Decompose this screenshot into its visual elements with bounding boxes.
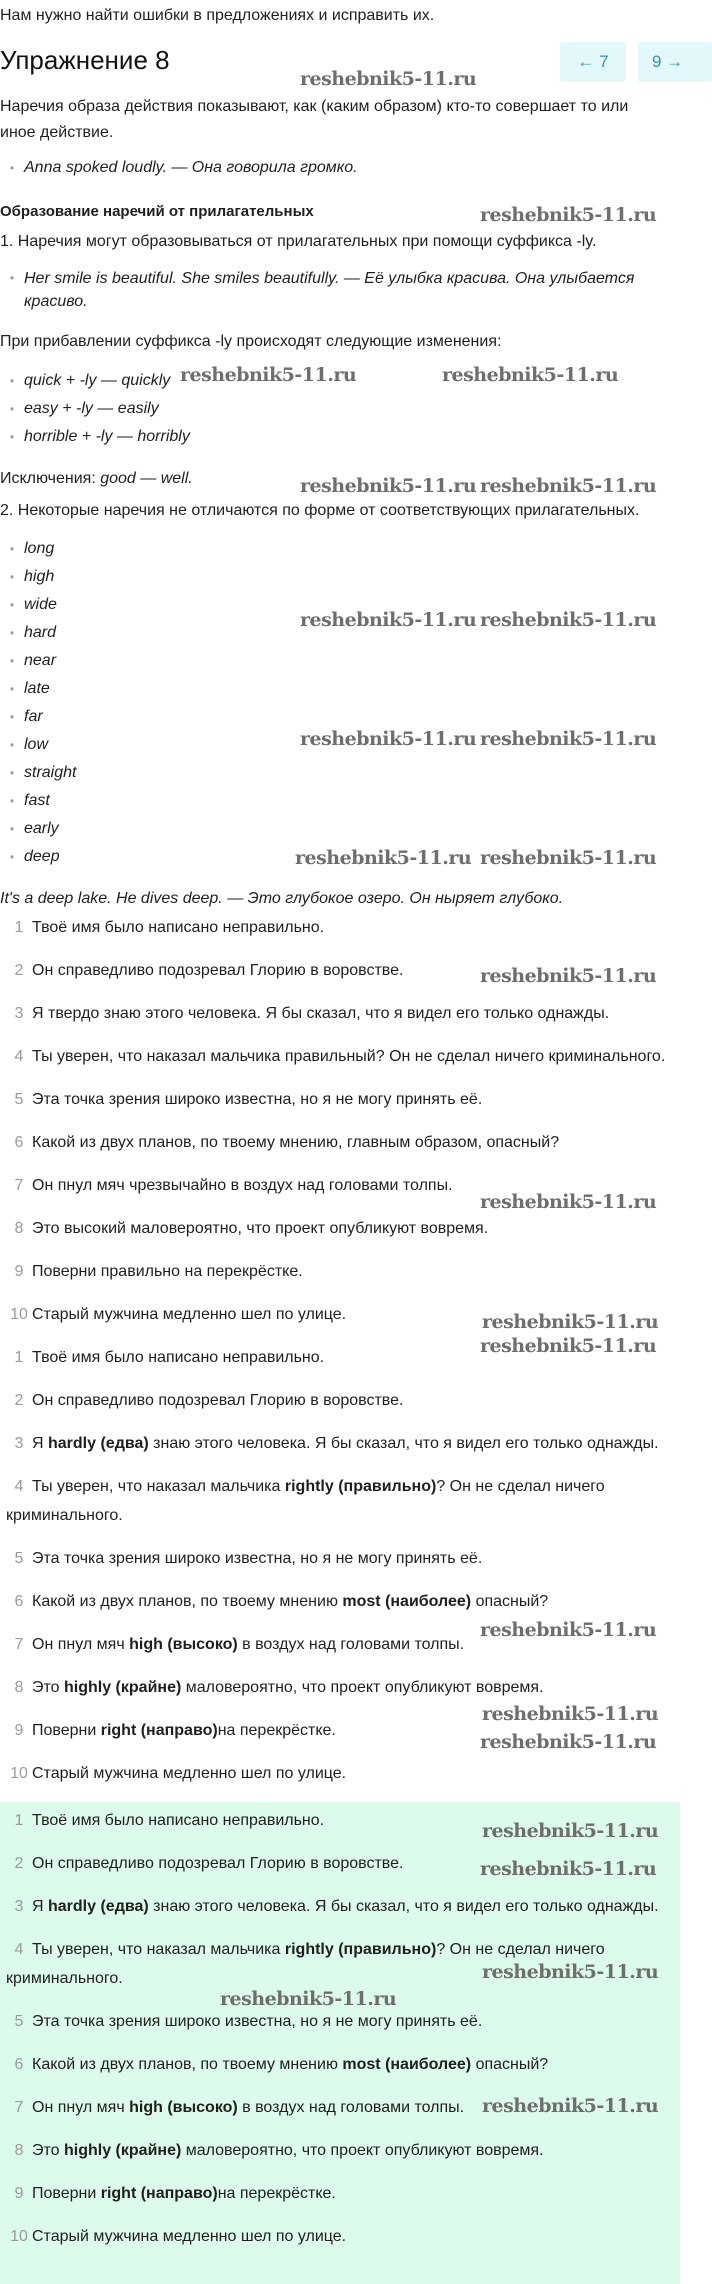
sentence-text: Я	[32, 1435, 48, 1452]
sentence-item	[0, 913, 680, 956]
item-number: 9	[14, 1722, 24, 1739]
bullet-icon: •	[9, 738, 15, 752]
item-number: 4	[14, 1941, 24, 1958]
sentence-text: знаю этого человека. Я бы сказал, что я видел его только однажды.	[148, 1898, 659, 1915]
exceptions-label: Исключения:	[0, 470, 101, 487]
item-number: 6	[14, 2056, 24, 2073]
answer-word: rightly (правильно)	[284, 1941, 437, 1958]
sentence-text: маловероятно, что проект опубликуют вовремя.	[181, 1679, 544, 1696]
bullet-icon: •	[9, 766, 15, 780]
bullet-icon: •	[9, 542, 15, 556]
watermark: reshebnik5-11.ru	[480, 475, 657, 497]
list-item-text: near	[24, 652, 57, 669]
sentence-item	[0, 1128, 680, 1171]
list-item-text: wide	[24, 596, 57, 613]
sentence-text: Старый мужчина медленно шел по улице.	[32, 1765, 347, 1782]
watermark: reshebnik5-11.ru	[442, 364, 619, 386]
list-item-text: quick + -ly — quickly	[24, 372, 171, 389]
item-number: 10	[10, 2228, 28, 2245]
item-number: 4	[14, 1478, 24, 1495]
list-item	[0, 535, 680, 563]
sentence-item	[0, 1386, 680, 1429]
sentence-item	[0, 1257, 680, 1300]
sentence-text: Он справедливо подозревал Глорию в воровстве.	[32, 1855, 404, 1872]
sentence-text: Это	[32, 2142, 64, 2159]
sentence-text: Твоё имя было написано неправильно.	[32, 919, 325, 936]
answer-word: hardly (едва)	[48, 1898, 149, 1915]
list-item-text: deep	[24, 848, 60, 865]
watermark: reshebnik5-11.ru	[300, 728, 477, 750]
list-item	[0, 787, 680, 815]
list-item-text: low	[24, 736, 49, 753]
sentence-text: Поверни правильно на перекрёстке.	[32, 1263, 303, 1280]
theory-paragraph: 2. Некоторые наречия не отличаются по форме от соответствующих прилагательных.	[0, 502, 640, 519]
bullet-icon: •	[9, 822, 15, 836]
item-number: 10	[10, 1765, 28, 1782]
item-number: 8	[14, 1679, 24, 1696]
intro-text: Нам нужно найти ошибки в предложениях и исправить их.	[0, 7, 435, 24]
theory-paragraph: Наречия образа действия показывают, как (каким образом) кто-то совершает то или иное действие.	[0, 98, 629, 141]
watermark: reshebnik5-11.ru	[480, 1858, 657, 1880]
watermark: reshebnik5-11.ru	[482, 1961, 659, 1983]
sentence-text: Он пнул мяч чрезвычайно в воздух над головами толпы.	[32, 1177, 453, 1194]
answer-word: rightly (правильно)	[284, 1478, 437, 1495]
item-number: 3	[14, 1435, 24, 1452]
sentence-text: Эта точка зрения широко известна, но я не могу принять её.	[32, 1550, 483, 1567]
sentence-text: Он пнул мяч	[32, 1636, 130, 1653]
sentence-text: ? Он не сделал ничего криминального.	[6, 1941, 605, 1987]
sentence-item	[0, 1544, 680, 1587]
answer-word: hardly (едва)	[48, 1435, 149, 1452]
sentence-item	[0, 2136, 680, 2179]
bullet-icon: •	[9, 402, 15, 416]
sentence-item	[0, 1759, 680, 1802]
list-item	[0, 675, 680, 703]
list-item-text: fast	[24, 792, 50, 809]
list-item	[0, 423, 680, 451]
list-item-text: long	[24, 540, 55, 557]
list-item	[0, 395, 680, 423]
sentence-text: Старый мужчина медленно шел по улице.	[32, 1306, 347, 1323]
sentence-text: Какой из двух планов, по твоему мнению	[32, 2056, 343, 2073]
sentence-text: Это	[32, 1679, 64, 1696]
sentence-text: Поверни	[32, 1722, 101, 1739]
list-item-text: high	[24, 568, 55, 585]
sentence-text: маловероятно, что проект опубликуют вовремя.	[181, 2142, 544, 2159]
same-forms-list	[0, 535, 680, 871]
sentence-text: Какой из двух планов, по твоему мнению, главным образом, опасный?	[32, 1134, 560, 1151]
sentence-item	[0, 1429, 680, 1472]
example-text: Anna spoked loudly. — Она говорила громко.	[24, 159, 358, 176]
answer-word: most (наиболее)	[342, 1593, 472, 1610]
list-item-text: far	[24, 708, 43, 725]
bullet-icon: •	[9, 710, 15, 724]
bullet-icon: •	[9, 271, 15, 285]
item-number: 3	[14, 1005, 24, 1022]
answer-word: highly (крайне)	[64, 2142, 182, 2159]
prev-exercise-button[interactable]: ← 7	[560, 42, 626, 82]
sentence-text: Ты уверен, что наказал мальчика правильный? Он не сделал ничего криминального.	[32, 1048, 666, 1065]
sentence-text: Он справедливо подозревал Глорию в воровстве.	[32, 962, 404, 979]
bullet-icon: •	[9, 430, 15, 444]
item-number: 1	[14, 1349, 24, 1366]
item-number: 7	[14, 1177, 24, 1194]
sentence-text: Ты уверен, что наказал мальчика	[32, 1941, 285, 1958]
sentence-item	[0, 2222, 680, 2265]
item-number: 2	[14, 1855, 24, 1872]
watermark: reshebnik5-11.ru	[480, 1731, 657, 1753]
bullet-icon: •	[9, 654, 15, 668]
sentence-text: в воздух над головами толпы.	[237, 1636, 465, 1653]
bullet-icon: •	[9, 598, 15, 612]
item-number: 8	[14, 1220, 24, 1237]
list-item	[0, 815, 680, 843]
item-number: 6	[14, 1134, 24, 1151]
list-item-text: early	[24, 820, 59, 837]
sentence-text: на перекрёстке.	[217, 1722, 336, 1739]
list-item	[0, 563, 680, 591]
item-number: 1	[14, 1812, 24, 1829]
watermark: reshebnik5-11.ru	[480, 609, 657, 631]
sentence-text: Какой из двух планов, по твоему мнению	[32, 1593, 343, 1610]
list-item-text: easy + -ly — easily	[24, 400, 159, 417]
example-item	[0, 154, 680, 182]
example-text: It's a deep lake. He dives deep. — Это глубокое озеро. Он ныряет глубоко.	[0, 890, 564, 907]
answer-word: right (направо)	[100, 2185, 218, 2202]
subheading: Образование наречий от прилагательных	[0, 203, 314, 220]
sentence-text: Ты уверен, что наказал мальчика	[32, 1478, 285, 1495]
theory-paragraph: При прибавлении суффикса -ly происходят следующие изменения:	[0, 333, 502, 350]
list-item-text: hard	[24, 624, 57, 641]
watermark: reshebnik5-11.ru	[482, 1703, 659, 1725]
bullet-icon: •	[9, 794, 15, 808]
sentence-item	[0, 1214, 680, 1257]
watermark: reshebnik5-11.ru	[480, 1619, 657, 1641]
sentence-text: Поверни	[32, 2185, 101, 2202]
sentence-text: Твоё имя было написано неправильно.	[32, 1812, 325, 1829]
sentence-text: на перекрёстке.	[217, 2185, 336, 2202]
answer-word: highly (крайне)	[64, 1679, 182, 1696]
sentence-text: опасный?	[471, 1593, 549, 1610]
watermark: reshebnik5-11.ru	[300, 68, 477, 90]
watermark: reshebnik5-11.ru	[482, 2095, 659, 2117]
sentence-text: Эта точка зрения широко известна, но я не могу принять её.	[32, 1091, 483, 1108]
sentence-text: Это высокий маловероятно, что проект опубликуют вовремя.	[32, 1220, 489, 1237]
watermark: reshebnik5-11.ru	[220, 1988, 397, 2010]
sentence-item	[0, 999, 680, 1042]
watermark: reshebnik5-11.ru	[295, 847, 472, 869]
sentence-item	[0, 1042, 680, 1085]
sentence-item	[0, 1085, 680, 1128]
item-number: 2	[14, 962, 24, 979]
next-exercise-button[interactable]: 9 →	[638, 42, 712, 82]
bullet-icon: •	[9, 850, 15, 864]
sentence-text: Старый мужчина медленно шел по улице.	[32, 2228, 347, 2245]
sentence-text: Я твердо знаю этого человека. Я бы сказал, что я видел его только однажды.	[32, 1005, 610, 1022]
item-number: 3	[14, 1898, 24, 1915]
sentence-text: Твоё имя было написано неправильно.	[32, 1349, 325, 1366]
item-number: 9	[14, 2185, 24, 2202]
item-number: 10	[10, 1306, 28, 1323]
list-item-text: straight	[24, 764, 77, 781]
answer-word: right (направо)	[100, 1722, 218, 1739]
watermark: reshebnik5-11.ru	[480, 965, 657, 987]
sentence-item	[0, 1472, 680, 1544]
sentence-item	[0, 2179, 680, 2222]
item-number: 8	[14, 2142, 24, 2159]
item-number: 9	[14, 1263, 24, 1280]
watermark: reshebnik5-11.ru	[480, 847, 657, 869]
item-number: 1	[14, 919, 24, 936]
list-item	[0, 759, 680, 787]
list-item-text: late	[24, 680, 50, 697]
sentence-text: знаю этого человека. Я бы сказал, что я видел его только однажды.	[148, 1435, 659, 1452]
item-number: 2	[14, 1392, 24, 1409]
sentence-text: опасный?	[471, 2056, 549, 2073]
list-item	[0, 703, 680, 731]
watermark: reshebnik5-11.ru	[300, 475, 477, 497]
sentence-item	[0, 1892, 680, 1935]
example-item	[0, 267, 660, 313]
answer-word: most (наиболее)	[342, 2056, 472, 2073]
theory-paragraph: 1. Наречия могут образовываться от прилагательных при помощи суффикса -ly.	[0, 233, 597, 250]
item-number: 5	[14, 1091, 24, 1108]
watermark: reshebnik5-11.ru	[480, 1191, 657, 1213]
watermark: reshebnik5-11.ru	[300, 609, 477, 631]
item-number: 7	[14, 1636, 24, 1653]
sentence-text: Он пнул мяч	[32, 2099, 130, 2116]
item-number: 5	[14, 2013, 24, 2030]
sentence-text: Я	[32, 1898, 48, 1915]
exceptions-value: good — well.	[100, 470, 193, 487]
answer-word: high (высоко)	[129, 2099, 238, 2116]
item-number: 7	[14, 2099, 24, 2116]
watermark: reshebnik5-11.ru	[482, 1311, 659, 1333]
watermark: reshebnik5-11.ru	[480, 728, 657, 750]
sentence-item	[0, 2050, 680, 2093]
example-text: Her smile is beautiful. She smiles beautifully. — Её улыбка красива. Она улыбается красиво.	[24, 270, 635, 310]
bullet-icon: •	[9, 626, 15, 640]
item-number: 5	[14, 1550, 24, 1567]
sentence-item	[0, 2007, 680, 2050]
watermark: reshebnik5-11.ru	[482, 1820, 659, 1842]
bullet-icon: •	[9, 570, 15, 584]
sentence-text: Эта точка зрения широко известна, но я не могу принять её.	[32, 2013, 483, 2030]
answer-word: high (высоко)	[129, 1636, 238, 1653]
sentence-text: ? Он не сделал ничего криминального.	[6, 1478, 605, 1524]
list-item	[0, 647, 680, 675]
bullet-icon: •	[9, 161, 15, 175]
item-number: 4	[14, 1048, 24, 1065]
list-item-text: horrible + -ly — horribly	[24, 428, 190, 445]
watermark: reshebnik5-11.ru	[480, 204, 657, 226]
watermark: reshebnik5-11.ru	[180, 364, 357, 386]
bullet-icon: •	[9, 682, 15, 696]
bullet-icon: •	[9, 374, 15, 388]
sentence-text: в воздух над головами толпы.	[237, 2099, 465, 2116]
watermark: reshebnik5-11.ru	[480, 1335, 657, 1357]
sentence-text: Он справедливо подозревал Глорию в воровстве.	[32, 1392, 404, 1409]
item-number: 6	[14, 1593, 24, 1610]
page-title: Упражнение 8	[0, 45, 170, 75]
